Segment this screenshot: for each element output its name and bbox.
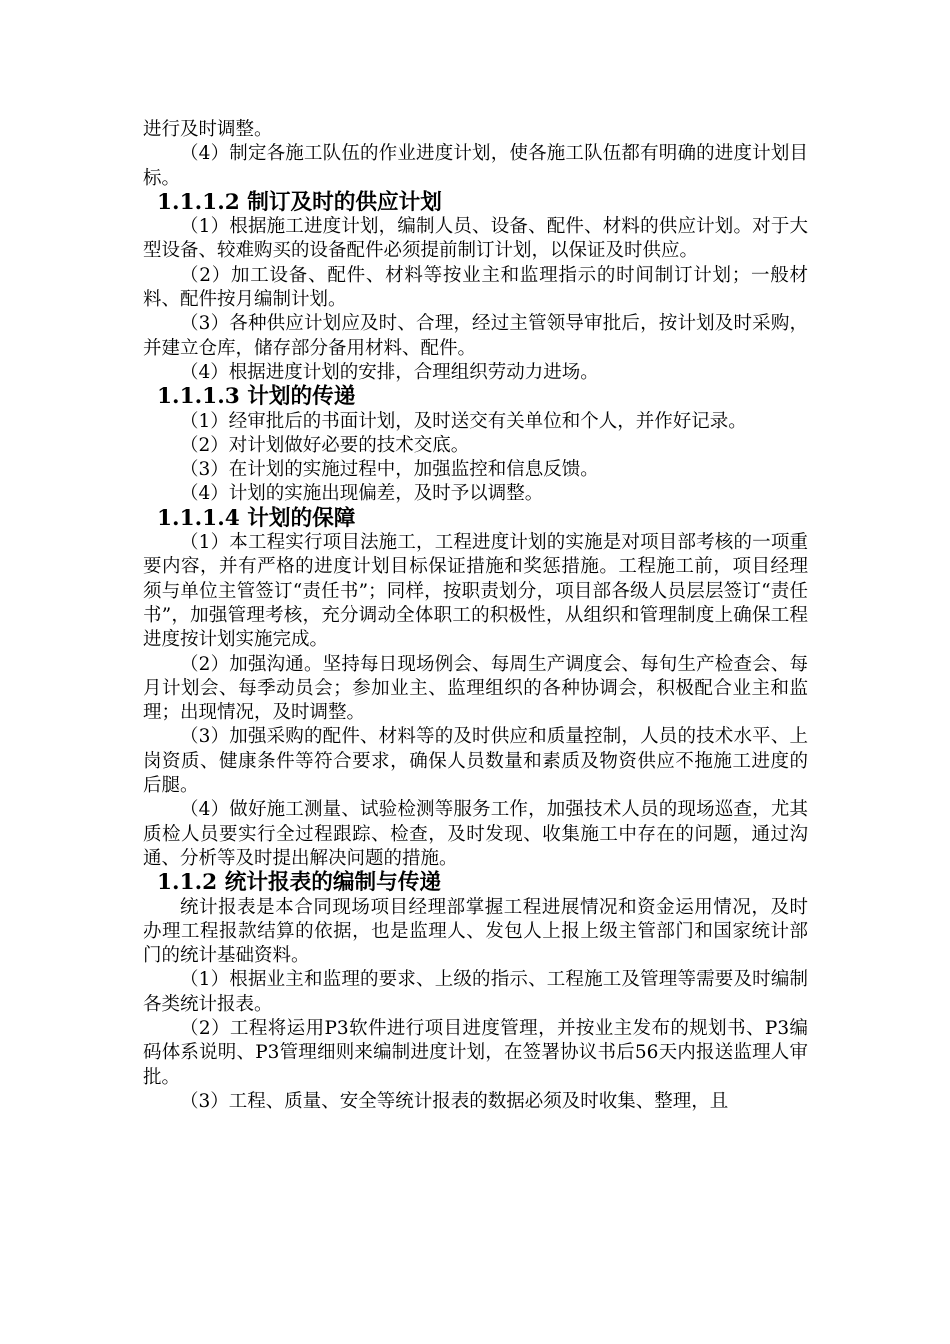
- paragraph: （2）工程将运用P3软件进行项目进度管理，并按业主发布的规划书、P3编码体系说明、P3管理细则来编制进度计划，在签署协议书后56天内报送监理人审批。: [143, 1017, 808, 1088]
- paragraph: （1）根据业主和监理的要求、上级的指示、工程施工及管理等需要及时编制各类统计报表。: [143, 969, 808, 1015]
- paragraph: （4）根据进度计划的安排，合理组织劳动力进场。: [180, 361, 599, 383]
- section-heading: 1.1.1.4 计划的保障: [157, 505, 356, 531]
- paragraph: （2）加强沟通。坚持每日现场例会、每周生产调度会、每旬生产检查会、每月计划会、每季动员会；参加业主、监理组织的各种协调会，积极配合业主和监理；出现情况，及时调整。: [143, 653, 808, 724]
- paragraph: 统计报表是本合同现场项目经理部掌握工程进展情况和资金运用情况，及时办理工程报款结算的依据，也是监理人、发包人上报上级主管部门和国家统计部门的统计基础资料。: [143, 896, 808, 967]
- paragraph: （1）经审批后的书面计划，及时送交有关单位和个人，并作好记录。: [180, 410, 747, 432]
- paragraph: （3）各种供应计划应及时、合理，经过主管领导审批后，按计划及时采购，并建立仓库，储存部分备用材料、配件。: [143, 313, 808, 359]
- paragraph: （4）制定各施工队伍的作业进度计划，使各施工队伍都有明确的进度计划目标。: [143, 143, 808, 189]
- paragraph: （3）加强采购的配件、材料等的及时供应和质量控制，人员的技术水平、上岗资质、健康条件等符合要求，确保人员数量和素质及物资供应不拖施工进度的后腿。: [143, 726, 808, 797]
- paragraph: （3）在计划的实施过程中，加强监控和信息反馈。: [180, 459, 599, 481]
- paragraph: （3）工程、质量、安全等统计报表的数据必须及时收集、整理，且: [180, 1090, 729, 1112]
- paragraph: （4）计划的实施出现偏差，及时予以调整。: [180, 483, 544, 505]
- paragraph: （4）做好施工测量、试验检测等服务工作，加强技术人员的现场巡查，尤其质检人员要实行全过程跟踪、检查，及时发现、收集施工中存在的问题，通过沟通、分析等及时提出解决问题的措施。: [143, 799, 808, 869]
- section-heading: 1.1.1.3 计划的传递: [157, 384, 356, 410]
- document-page: [143, 118, 808, 1114]
- paragraph: （2）对计划做好必要的技术交底。: [180, 434, 470, 456]
- paragraph: （2）加工设备、配件、材料等按业主和监理指示的时间制订计划；一般材料、配件按月编制计划。: [143, 264, 808, 311]
- section-heading: 1.1.2 统计报表的编制与传递: [157, 870, 441, 896]
- paragraph: 进行及时调整。: [143, 119, 273, 140]
- section-heading: 1.1.1.2 制订及时的供应计划: [157, 189, 442, 215]
- paragraph: （1）根据施工进度计划，编制人员、设备、配件、材料的供应计划。对于大型设备、较难购买的设备配件必须提前制订计划，以保证及时供应。: [143, 216, 808, 262]
- paragraph: （1）本工程实行项目法施工，工程进度计划的实施是对项目部考核的一项重要内容，并有严格的进度计划目标保证措施和奖惩措施。工程施工前，项目经理须与单位主管签订“责任书”；同样，按职责划分，项目部各级人员层层签订“责任书”，加强管理考核，充分调动全体职工的积极性，从组织和管理制度上确保工程进度按计划实施完成。: [143, 532, 808, 651]
